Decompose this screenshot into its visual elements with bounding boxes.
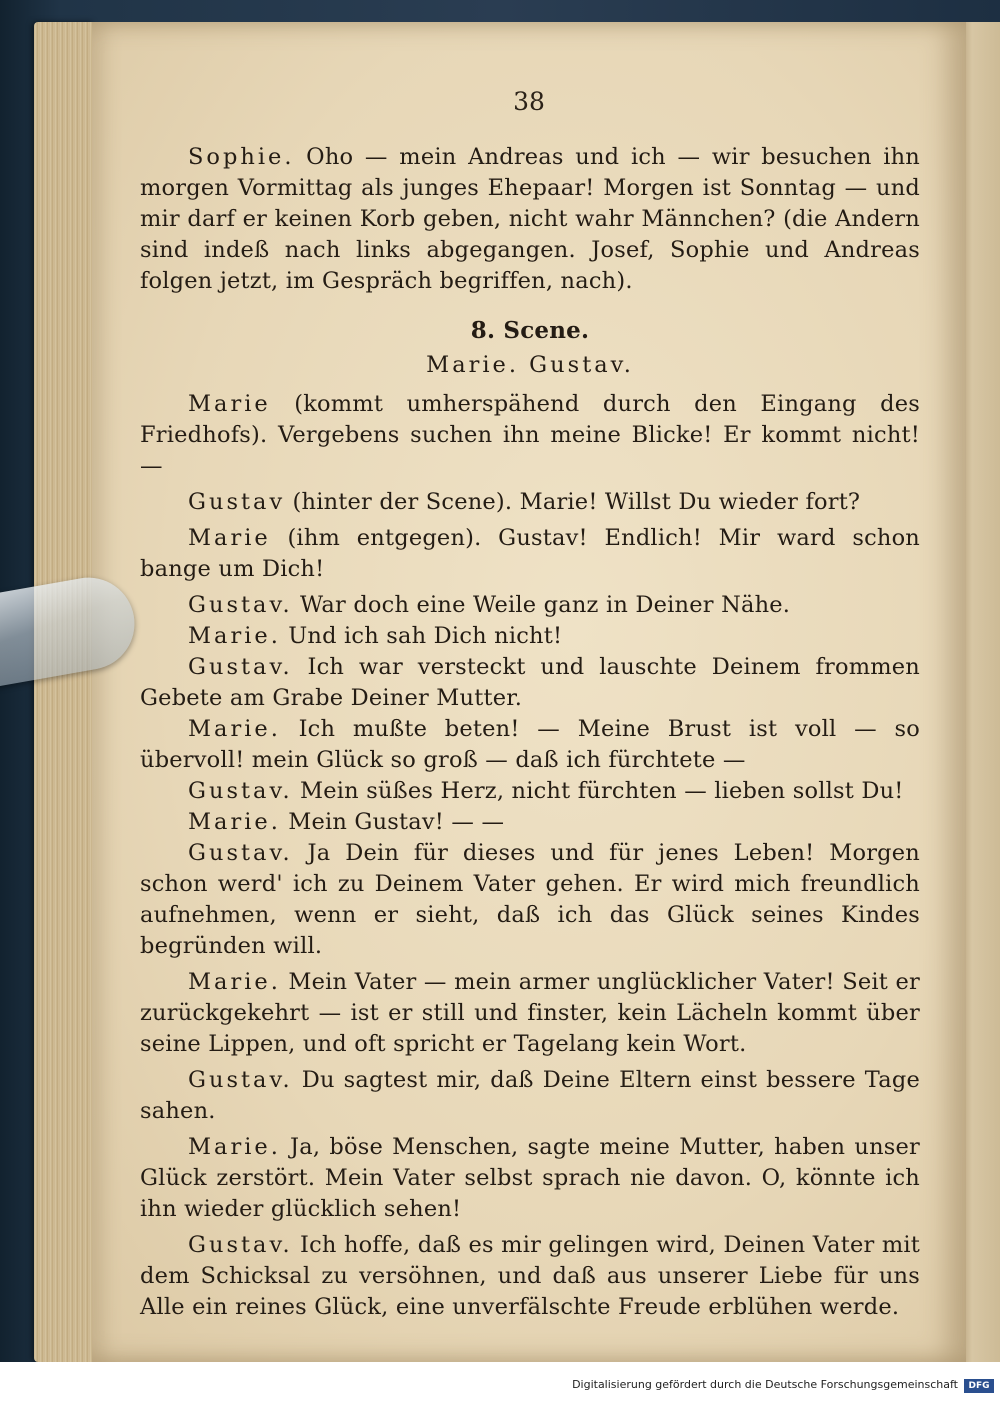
speaker-name: Gustav.	[188, 778, 293, 804]
dialogue-line	[140, 776, 920, 807]
dialogue-line	[140, 389, 920, 482]
speaker-name: Gustav.	[188, 1232, 293, 1258]
speaker-name: Gustav.	[188, 654, 293, 680]
page-text	[140, 142, 920, 1323]
speaker-name: Marie	[188, 525, 271, 551]
dialogue-line	[140, 1132, 920, 1225]
paragraph-sophie	[140, 142, 920, 297]
dialogue-line	[140, 590, 920, 621]
dialogue-text: Ich mußte beten! — Meine Brust ist voll — so übervoll! mein Glück so groß — daß ich fürchtete —	[140, 716, 920, 773]
dialogue-line	[140, 621, 920, 652]
speaker-name: Marie.	[188, 1134, 281, 1160]
dialogue-line	[140, 1065, 920, 1127]
dialogue-text: (kommt umherspähend durch den Eingang des Friedhofs). Vergebens suchen ihn meine Blicke! Er kommt nicht! —	[140, 391, 920, 479]
paragraph-text: Oho — mein Andreas und ich — wir besuchen ihn morgen Vormittag als junges Ehepaar! Morgen ist Sonntag — und mir darf er keinen Korb geben, nicht wahr Männchen? (die Andern sind indeß nach links abgegangen. Josef, Sophie und Andreas folgen jetzt, im Gespräch begriffen, nach).	[140, 144, 920, 294]
dialogue-line	[140, 523, 920, 585]
dialogue-text: (ihm entgegen). Gustav! Endlich! Mir ward schon bange um Dich!	[140, 525, 920, 582]
speaker-name: Gustav	[188, 489, 286, 515]
dialogue-text: Mein Gustav! — —	[280, 809, 505, 835]
book-page	[92, 22, 966, 1362]
dfg-logo: DFG	[964, 1379, 994, 1393]
dialogue-line	[140, 714, 920, 776]
digitization-credit: Digitalisierung gefördert durch die Deutsche Forschungsgemeinschaft	[572, 1378, 958, 1391]
scene-cast: Marie. Gustav.	[426, 352, 634, 378]
dialogue-text: (hinter der Scene). Marie! Willst Du wieder fort?	[285, 489, 861, 515]
speaker-name: Sophie.	[188, 144, 295, 170]
dialogue-text: Mein Vater — mein armer unglücklicher Vater! Seit er zurückgekehrt — ist er still und finster, kein Lächeln kommt über seine Lippen, und oft spricht er Tagelang kein Wort.	[140, 969, 920, 1057]
dialogue-text: Ja, böse Menschen, sagte meine Mutter, haben unser Glück zerstört. Mein Vater selbst sprach nie davon. O, könnte ich ihn wieder glücklich sehen!	[140, 1134, 920, 1222]
speaker-name: Marie.	[188, 809, 281, 835]
dialogue-line	[140, 838, 920, 962]
book-page-edges-left	[34, 22, 94, 1362]
dialogue-text: Ich hoffe, daß es mir gelingen wird, Deinen Vater mit dem Schicksal zu versöhnen, und daß aus unserer Liebe für uns Alle ein reines Glück, eine unverfälschte Freude erblühen werde.	[140, 1232, 920, 1320]
dialogue-text: Du sagtest mir, daß Deine Eltern einst bessere Tage sahen.	[140, 1067, 920, 1124]
speaker-name: Marie.	[188, 969, 281, 995]
speaker-name: Marie	[188, 391, 271, 417]
dialogue-line	[140, 1230, 920, 1323]
dialogue-text: Ja Dein für dieses und für jenes Leben! Morgen schon werd' ich zu Deinem Vater gehen. Er wird mich freundlich aufnehmen, wenn er sieht, daß ich das Glück seines Kindes begründen will.	[140, 840, 920, 959]
dialogue-line	[140, 652, 920, 714]
dialogue-text: Und ich sah Dich nicht!	[280, 623, 563, 649]
scene-heading: 8. Scene.	[470, 317, 590, 344]
footer-bar	[0, 1362, 1000, 1403]
speaker-name: Gustav.	[188, 592, 293, 618]
speaker-name: Gustav.	[188, 840, 293, 866]
dialogue-text: Ich war versteckt und lauschte Deinem frommen Gebete am Grabe Deiner Mutter.	[140, 654, 920, 711]
dialogue-line	[140, 967, 920, 1060]
page-number: 38	[513, 87, 545, 116]
dialogue-text: Mein süßes Herz, nicht fürchten — lieben sollst Du!	[292, 778, 904, 804]
dialogue-text: War doch eine Weile ganz in Deiner Nähe.	[292, 592, 791, 618]
speaker-name: Marie.	[188, 623, 281, 649]
dialogue-line	[140, 807, 920, 838]
speaker-name: Marie.	[188, 716, 281, 742]
dialogue-line	[140, 487, 920, 518]
speaker-name: Gustav.	[188, 1067, 293, 1093]
